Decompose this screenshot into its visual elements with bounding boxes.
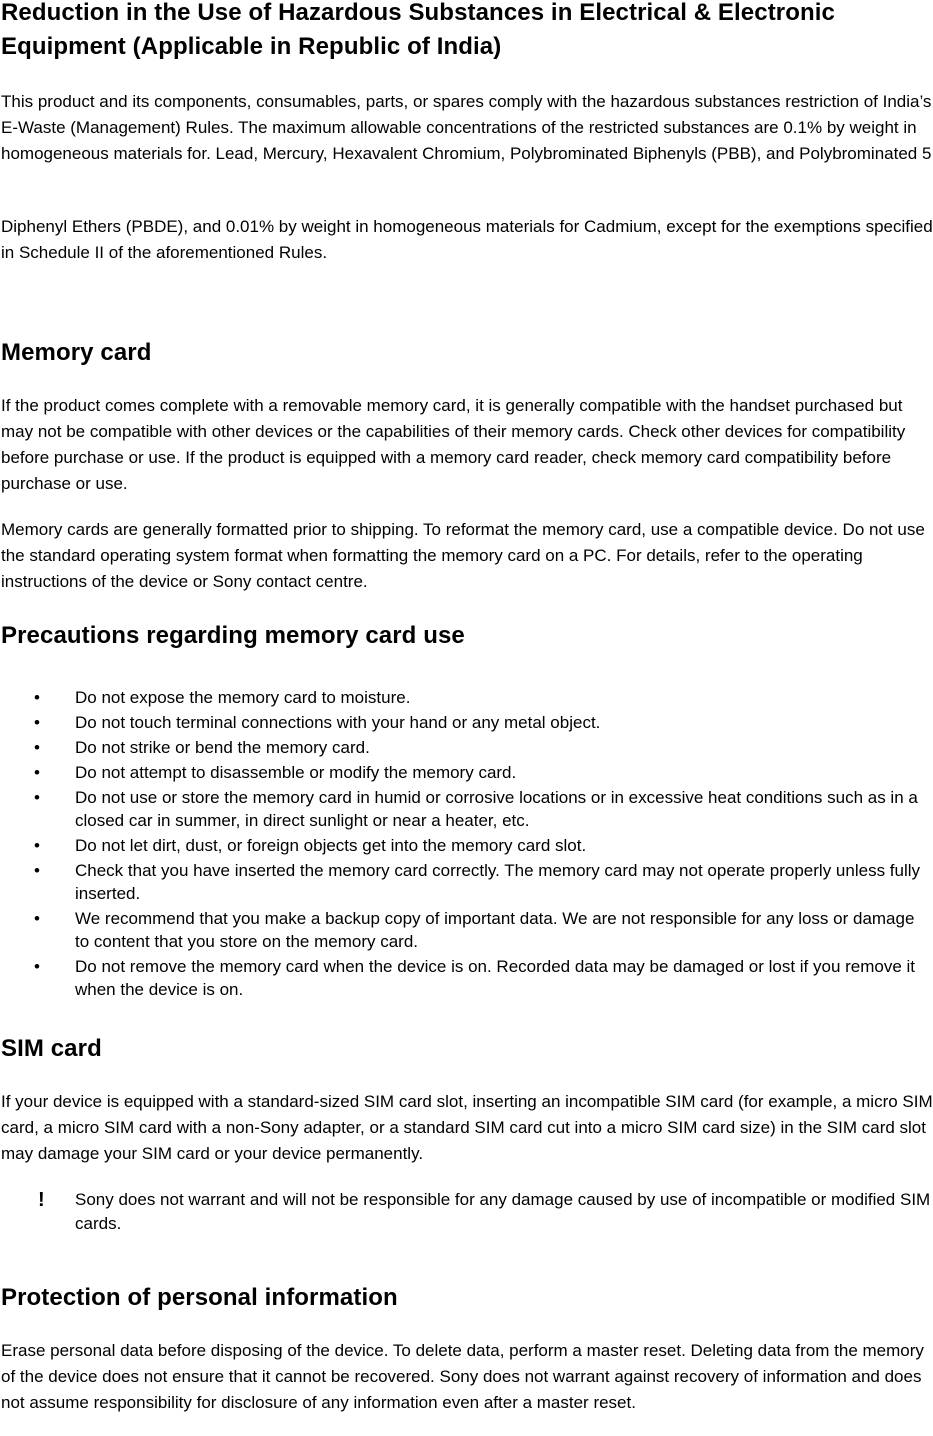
memory-card-paragraph-2: Memory cards are generally formatted prior to shipping. To reformat the memory card, use a compatible device. Do not use the standard operating system format when formatting the memory card on a PC. For details, refer to the operating instructions of the device or Sony contact centre. — [1, 520, 925, 591]
section-heading-india-rohs: Reduction in the Use of Hazardous Substances in Electrical & Electronic Equipment (Applicable in Republic of India) — [1, 0, 835, 60]
bullet-icon: • — [34, 688, 40, 707]
india-rohs-paragraph-1: This product and its components, consumables, parts, or spares comply with the hazardous substances restriction of India’s E-Waste (Management) Rules. The maximum allowable concentrations of the restricted substances are 0.1% by weight in homogeneous materials for. Lead, Mercury, Hexavalent Chromium, Polybrominated Biphenyls (PBB), and Polybrominated 5 — [1, 92, 932, 163]
bullet-icon: • — [34, 909, 40, 928]
section-heading-memory-card: Memory card — [1, 339, 152, 366]
list-item: • Do not expose the memory card to moisture. — [34, 688, 411, 707]
list-item: • Check that you have inserted the memory card correctly. The memory card may not operate properly unless fully inserted. — [34, 861, 921, 903]
india-rohs-paragraph-2: Diphenyl Ethers (PBDE), and 0.01% by weight in homogeneous materials for Cadmium, except for the exemptions specified in Schedule II of the aforementioned Rules. — [1, 217, 933, 262]
list-item: • Do not strike or bend the memory card. — [34, 738, 370, 757]
personal-info-paragraph: Erase personal data before disposing of the device. To delete data, perform a master reset. Deleting data from the memory of the device does not ensure that it cannot be recovered. Sony does not warrant against recovery of information and does not assume responsibility for disclosure of any information even after a master reset. — [1, 1341, 924, 1412]
bullet-icon: • — [34, 861, 40, 880]
list-item: • Do not use or store the memory card in humid or corrosive locations or in excessive heat conditions such as in a closed car in summer, in direct sunlight or near a heater, etc. — [34, 788, 918, 830]
section-heading-precautions: Precautions regarding memory card use — [1, 622, 465, 649]
memory-card-paragraph-1: If the product comes complete with a removable memory card, it is generally compatible with the handset purchased but may not be compatible with other devices or the capabilities of their memory cards. Check other devices for compatibility before purchase or use. If the product is equipped with a memory card reader, check memory card compatibility before purchase or use. — [1, 396, 906, 493]
exclamation-icon: ! — [38, 1189, 45, 1211]
sim-card-warning-note — [0, 1188, 933, 1236]
bullet-icon: • — [34, 836, 40, 855]
section-heading-personal-info: Protection of personal information — [1, 1284, 398, 1311]
list-item: • We recommend that you make a backup copy of important data. We are not responsible for any loss or damage to content that you store on the memory card. — [34, 909, 915, 951]
list-item: • Do not touch terminal connections with your hand or any metal object. — [34, 713, 601, 732]
sim-card-paragraph: If your device is equipped with a standard-sized SIM card slot, inserting an incompatible SIM card (for example, a micro SIM card, a micro SIM card with a non-Sony adapter, or a standard SIM card cut into a micro SIM card size) in the SIM card slot may damage your SIM card or your device permanently. — [1, 1092, 933, 1163]
sim-card-warning-text: Sony does not warrant and will not be responsible for any damage caused by use of incompatible or modified SIM cards. — [75, 1190, 931, 1233]
bullet-icon: • — [34, 788, 40, 807]
bullet-icon: • — [34, 763, 40, 782]
list-item: • Do not attempt to disassemble or modify the memory card. — [34, 763, 517, 782]
bullet-icon: • — [34, 738, 40, 757]
precautions-list — [0, 686, 933, 1001]
list-item: • Do not let dirt, dust, or foreign objects get into the memory card slot. — [34, 836, 587, 855]
list-item: • Do not remove the memory card when the device is on. Recorded data may be damaged or lost if you remove it when the device is on. — [34, 957, 916, 999]
bullet-icon: • — [34, 713, 40, 732]
bullet-icon: • — [34, 957, 40, 976]
section-heading-sim-card: SIM card — [1, 1035, 102, 1062]
